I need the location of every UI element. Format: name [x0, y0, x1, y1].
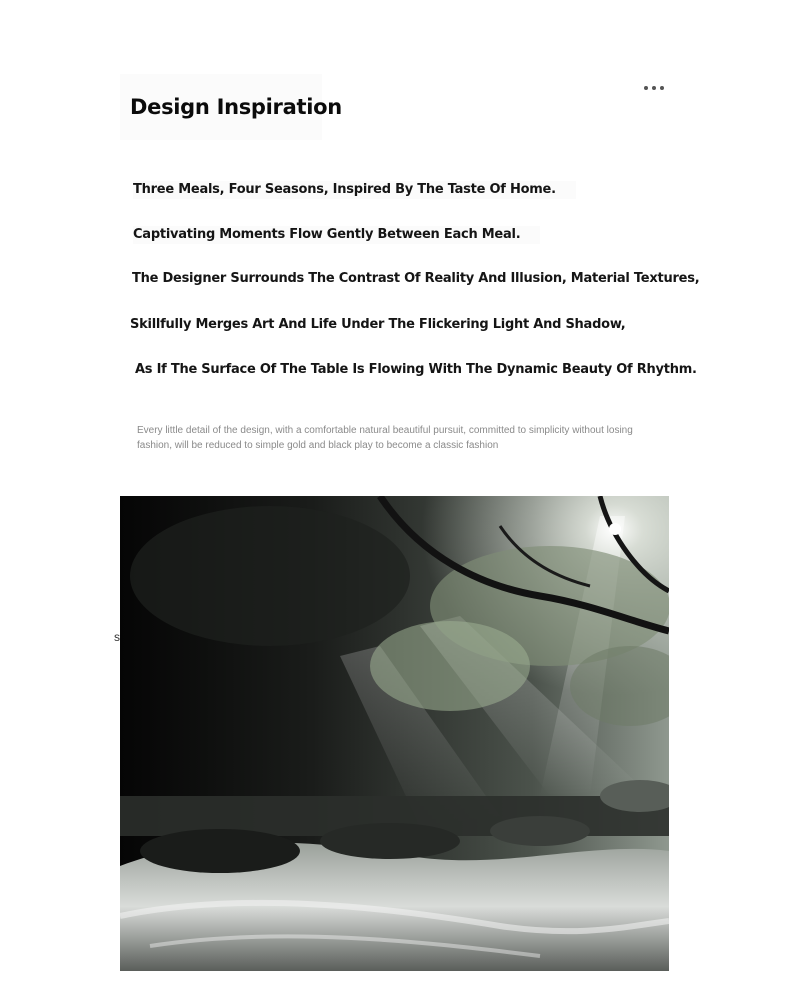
- menu-dot: [660, 86, 664, 90]
- inspiration-line-4: Skillfully Merges Art And Life Under The Flickering Light And Shadow,: [130, 317, 626, 332]
- inspiration-line-2: Captivating Moments Flow Gently Between Each Meal.: [133, 226, 540, 244]
- design-description: Every little detail of the design, with a comfortable natural beautiful pursuit, committed to simplicity without losing fashion, will be reduced to simple gold and black play to become a classic fashion: [137, 425, 633, 451]
- side-glyph: s: [114, 630, 120, 644]
- forest-stream-photo: [120, 496, 669, 971]
- menu-dot: [652, 86, 656, 90]
- page-title: Design Inspiration: [130, 95, 342, 119]
- inspiration-line-5: As If The Surface Of The Table Is Flowing With The Dynamic Beauty Of Rhythm.: [135, 362, 697, 377]
- menu-dot: [644, 86, 648, 90]
- inspiration-line-1: Three Meals, Four Seasons, Inspired By The Taste Of Home.: [133, 181, 576, 199]
- more-menu-icon[interactable]: [638, 80, 670, 96]
- inspiration-line-3: The Designer Surrounds The Contrast Of Reality And Illusion, Material Textures,: [132, 271, 700, 286]
